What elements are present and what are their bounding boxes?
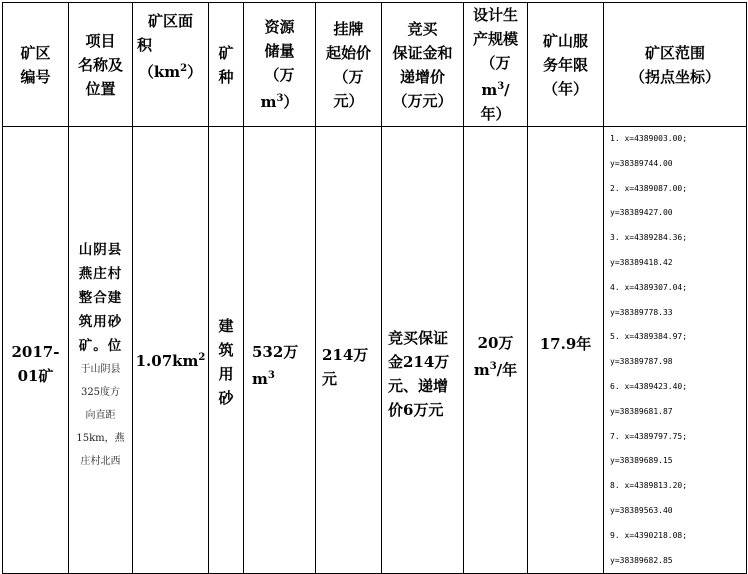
coordinate-line: y=38389744.00 xyxy=(610,158,673,168)
header-service-years: 矿山服 务年限 （年） xyxy=(528,3,604,127)
cell-area: $1.07km^2$ xyxy=(133,127,209,574)
coordinate-line: y=38389778.33 xyxy=(610,307,673,317)
coordinate-line: 5. x=4389384.97; xyxy=(610,332,688,342)
coordinate-line: 6. x=4389423.40; xyxy=(610,381,688,391)
cell-production-scale: 20万 $m^3/$年 xyxy=(464,127,528,574)
header-mine-id: 矿区 编号 xyxy=(3,3,69,127)
coordinate-line: 2. x=4389087.00; xyxy=(610,183,688,193)
cell-project: 山阴县 燕庄村 整合建 筑用砂 矿。位 于山阴县 325度方 向直距 15km，燕 庄村北西 xyxy=(69,127,133,574)
coordinate-line: y=38389418.42 xyxy=(610,257,673,267)
cell-reserves: 532万 $m^3$ xyxy=(244,127,316,574)
coordinate-line: 3. x=4389284.36; xyxy=(610,233,688,243)
coordinate-line: 4. x=4389307.04; xyxy=(610,282,688,292)
mining-rights-table xyxy=(2,2,747,574)
coordinate-line: 7. x=4389797.75; xyxy=(610,431,688,441)
coordinate-line: y=38389689.15 xyxy=(610,456,673,466)
header-project: 项目 名称及 位置 xyxy=(69,3,133,127)
coordinate-line: y=38389787.98 xyxy=(610,357,673,367)
coordinate-line: y=38389427.00 xyxy=(610,208,673,218)
header-row xyxy=(3,3,747,127)
coordinate-line: 9. x=4390218.08; xyxy=(610,530,688,540)
header-deposit: 竞买 保证金和 递增价 （万元） xyxy=(382,3,464,127)
cell-service-years: 17.9年 xyxy=(528,127,604,574)
coordinate-line: 1. x=4389003.00; xyxy=(610,134,688,143)
header-production-scale: 设计生 产规模 （万 $m^3/$ 年） xyxy=(464,3,528,127)
header-start-price: 挂牌 起始价 （万 元） xyxy=(316,3,382,127)
cell-coordinates xyxy=(604,127,747,574)
table-row xyxy=(3,127,747,574)
coordinate-line: y=38389681.87 xyxy=(610,406,673,416)
header-mineral: 矿 种 xyxy=(209,3,244,127)
header-reserves: 资源 储量 （万 $m^3$） xyxy=(244,3,316,127)
coordinate-line: 8. x=4389813.20; xyxy=(610,481,688,491)
coordinate-line: y=38389563.40 xyxy=(610,505,673,515)
cell-start-price: 214万 元 xyxy=(316,127,382,574)
coordinate-line: y=38389682.85 xyxy=(610,555,673,565)
cell-deposit: 竞买保证 金214万 元、递增 价6万元 xyxy=(382,127,464,574)
cell-mineral: 建 筑 用 砂 xyxy=(209,127,244,574)
header-area: 矿区面 积 $(km^2)$ xyxy=(133,3,209,127)
header-coordinates: 矿区范围 （拐点坐标） xyxy=(604,3,747,127)
cell-mine-id: 2017- 01矿 xyxy=(3,127,69,574)
